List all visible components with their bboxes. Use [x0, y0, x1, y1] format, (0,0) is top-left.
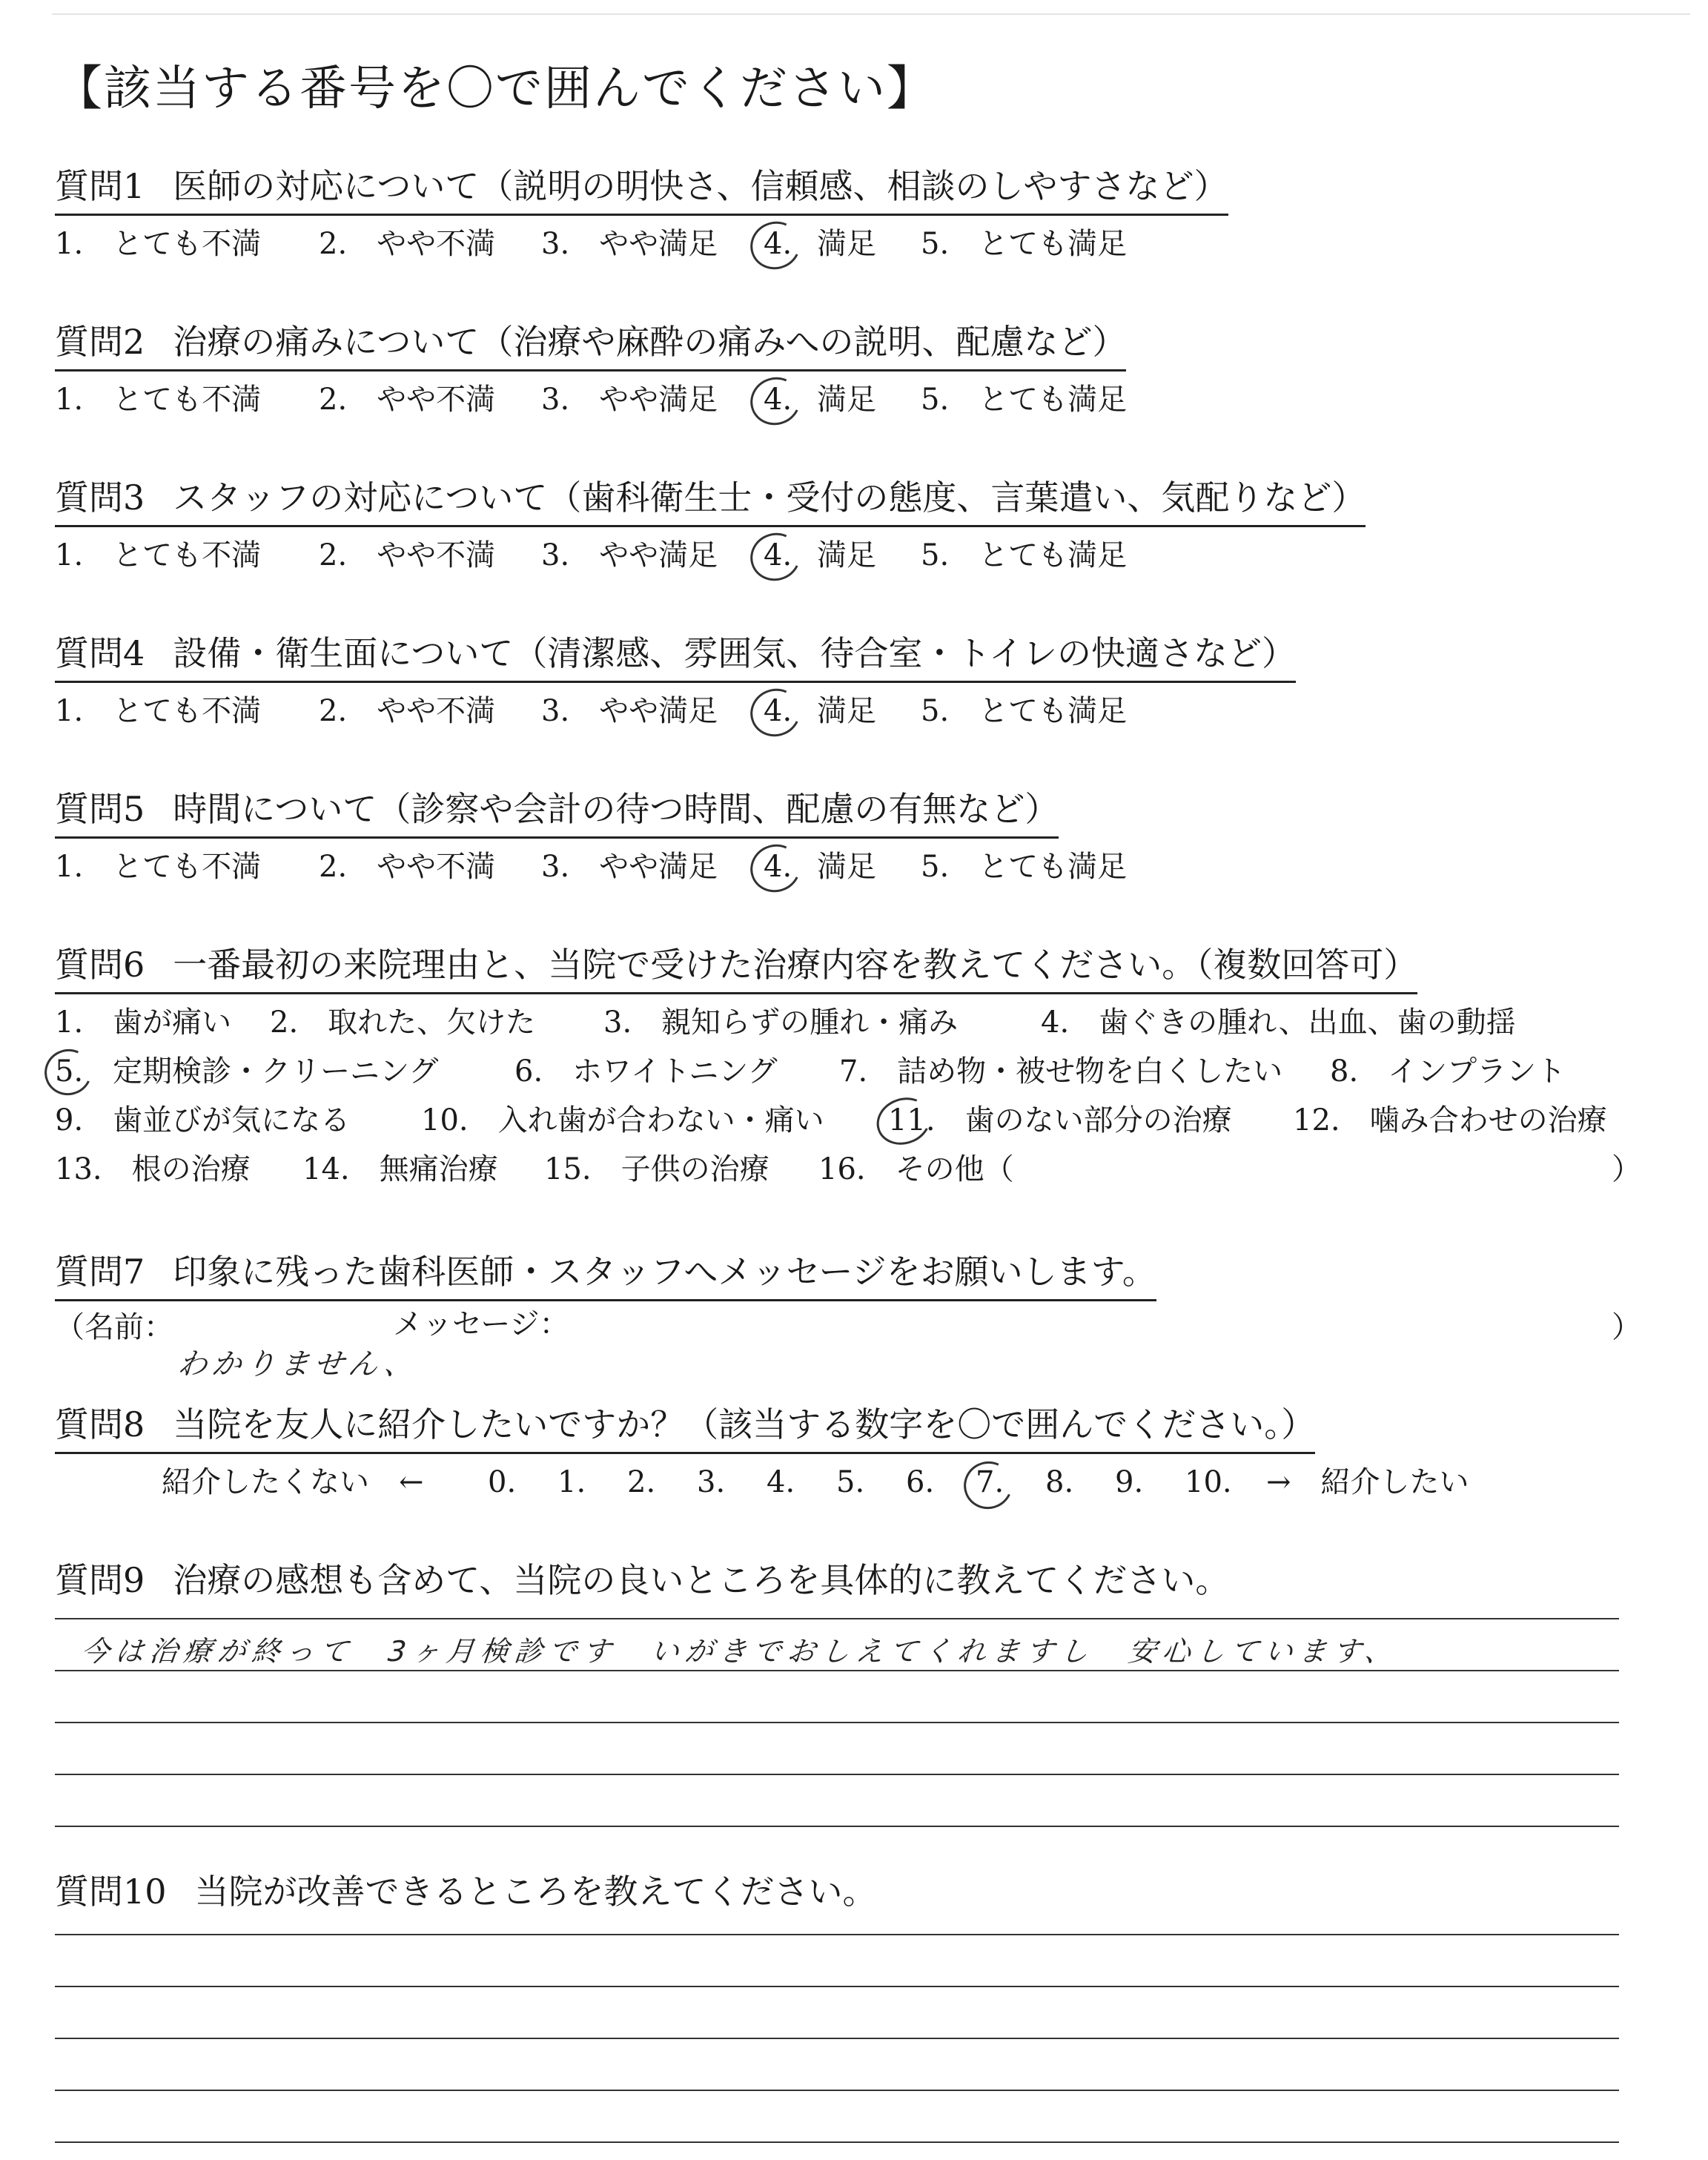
recommend-right-label: → 紹介したい [1266, 1465, 1469, 1499]
question-number: 質問5 [55, 789, 145, 829]
option-5[interactable]: 5. とても満足 [921, 850, 1128, 884]
close-paren: ） [1612, 1152, 1641, 1186]
question-text: 印象に残った歯科医師・スタッフへメッセージをお願いします。 [173, 1252, 1156, 1292]
option-1[interactable]: 1. とても不満 [55, 538, 262, 572]
close-paren: ） [1612, 1310, 1641, 1344]
question-heading [55, 1252, 1156, 1301]
selection-circle [870, 1090, 938, 1152]
question-text: 時間について（診察や会計の待つ時間、配慮の有無など） [173, 789, 1059, 829]
reason-option-15[interactable]: 15. 子供の治療 [544, 1152, 769, 1186]
satisfaction-scale [55, 849, 1128, 886]
selection-circle [744, 681, 807, 743]
option-3[interactable]: 3. やや満足 [541, 694, 718, 728]
question-text: 一番最初の来院理由と、当院で受けた治療内容を教えてください。（複数回答可） [173, 945, 1418, 985]
answer-line [55, 1670, 1619, 1671]
question-3 [55, 480, 1366, 575]
recommend-value-6[interactable]: 6. [906, 1465, 935, 1499]
question-heading [55, 1404, 1316, 1454]
option-3[interactable]: 3. やや満足 [541, 850, 718, 884]
answer-line [55, 1986, 1619, 1987]
question-8 [55, 1404, 1469, 1506]
answer-line [55, 1618, 1619, 1619]
option-4-label: 満足 [817, 538, 876, 572]
option-1[interactable]: 1. とても不満 [55, 227, 262, 261]
answer-line [55, 1774, 1619, 1775]
question-9 [55, 1560, 1230, 1608]
question-text: 治療の痛みについて（治療や麻酔の痛みへの説明、配慮など） [173, 322, 1127, 362]
reason-option-13[interactable]: 13. 根の治療 [55, 1152, 251, 1186]
question-number: 質問4 [55, 633, 145, 673]
question-heading [55, 633, 1297, 683]
question-7 [55, 1252, 1156, 1301]
option-2[interactable]: 2. やや不満 [319, 227, 496, 261]
question-number: 質問2 [55, 322, 145, 362]
reason-option-11[interactable]: 11. 歯のない部分の治療 [888, 1103, 1232, 1137]
answer-line [55, 2038, 1619, 2039]
selection-circle [744, 837, 807, 899]
option-1[interactable]: 1. とても不満 [55, 694, 262, 728]
options-row [55, 1002, 1516, 1051]
option-4-label: 満足 [817, 383, 876, 417]
question-text: 当院を友人に紹介したいですか？（該当する数字を〇で囲んでください。） [173, 1404, 1316, 1444]
option-3[interactable]: 3. やや満足 [541, 383, 718, 417]
recommend-value-8[interactable]: 8. [1045, 1465, 1074, 1499]
question-number: 質問6 [55, 945, 145, 985]
question-heading [55, 166, 1228, 216]
question-heading [55, 1872, 877, 1919]
recommend-value-5[interactable]: 5. [836, 1465, 865, 1499]
question-heading [55, 945, 1418, 994]
question-text: 当院が改善できるところを教えてください。 [194, 1872, 877, 1912]
options-row [55, 1100, 1607, 1149]
recommend-value-7[interactable]: 7. [976, 1465, 1004, 1499]
reason-option-1[interactable]: 1. 歯が痛い [55, 1005, 232, 1040]
message-label: メッセージ： [393, 1307, 569, 1341]
question-text: 設備・衛生面について（清潔感、雰囲気、待合室・トイレの快適さなど） [173, 633, 1297, 673]
selection-circle [744, 370, 807, 432]
reason-option-7[interactable]: 7. 詰め物・被せ物を白くしたい [839, 1054, 1283, 1089]
answer-line [55, 2141, 1619, 2143]
selection-circle [957, 1455, 1019, 1516]
question-number: 質問9 [55, 1560, 145, 1600]
handwritten-name-answer[interactable]: わかりません、 [176, 1347, 420, 1381]
option-1[interactable]: 1. とても不満 [55, 383, 262, 417]
satisfaction-scale [55, 382, 1126, 419]
question-text: 医師の対応について（説明の明快さ、信頼感、相談のしやすさなど） [173, 166, 1228, 206]
option-2[interactable]: 2. やや不満 [319, 538, 496, 572]
satisfaction-scale [55, 538, 1366, 575]
question-10 [55, 1872, 877, 1919]
options-row [55, 1051, 1566, 1100]
question-heading [55, 480, 1366, 527]
option-4-label: 満足 [817, 227, 876, 261]
option-4-label: 満足 [817, 850, 876, 884]
recommend-value-4[interactable]: 4. [767, 1465, 795, 1499]
recommend-value-10[interactable]: 10. [1185, 1465, 1232, 1499]
reason-option-6[interactable]: 6. ホワイトニング [514, 1054, 778, 1089]
question-heading [55, 789, 1059, 839]
option-2[interactable]: 2. やや不満 [319, 850, 496, 884]
reason-option-16[interactable]: 16. その他（ [818, 1152, 1014, 1186]
option-4[interactable]: 4. [764, 850, 792, 884]
options-row [55, 1149, 1641, 1198]
question-6 [55, 945, 1641, 1198]
selection-circle [744, 214, 807, 276]
reason-option-8[interactable]: 8. インプラント [1330, 1054, 1566, 1089]
selection-circle [744, 526, 807, 587]
recommend-value-1[interactable]: 1. [557, 1465, 586, 1499]
question-2 [55, 322, 1128, 419]
reason-option-12[interactable]: 12. 噛み合わせの治療 [1293, 1103, 1607, 1137]
question-number: 質問10 [55, 1872, 167, 1912]
option-2[interactable]: 2. やや不満 [319, 694, 496, 728]
option-5[interactable]: 5. とても満足 [921, 538, 1128, 572]
option-2[interactable]: 2. やや不満 [319, 383, 496, 417]
question-1 [55, 166, 1228, 263]
question-number: 質問1 [55, 166, 145, 206]
option-3[interactable]: 3. やや満足 [541, 227, 718, 261]
option-4[interactable]: 4. [764, 383, 792, 417]
name-label: （名前： [55, 1310, 173, 1344]
option-5[interactable]: 5. とても満足 [921, 227, 1128, 261]
scan-edge-line [52, 13, 1690, 15]
satisfaction-scale [55, 226, 1228, 263]
question-text: スタッフの対応について（歯科衛生士・受付の態度、言葉遣い、気配りなど） [173, 478, 1366, 518]
question-heading [55, 1560, 1230, 1608]
option-5[interactable]: 5. とても満足 [921, 694, 1128, 728]
satisfaction-scale [55, 693, 1296, 730]
question-4 [55, 633, 1297, 730]
question-text: 治療の感想も含めて、当院の良いところを具体的に教えてください。 [173, 1560, 1230, 1600]
question-number: 質問8 [55, 1404, 145, 1444]
recommend-value-9[interactable]: 9. [1115, 1465, 1144, 1499]
option-4[interactable]: 4. [764, 694, 792, 728]
reason-option-5[interactable]: 5. 定期検診・クリーニング [55, 1054, 439, 1089]
answer-line [55, 1722, 1619, 1723]
answer-line [55, 1934, 1619, 1935]
recommend-value-0[interactable]: 0. [488, 1465, 517, 1499]
recommend-scale [55, 1464, 1469, 1506]
option-1[interactable]: 1. とても不満 [55, 850, 262, 884]
option-4[interactable]: 4. [764, 538, 792, 572]
reason-option-10[interactable]: 10. 入れ歯が合わない・痛い [421, 1103, 824, 1137]
page-title: 【該当する番号を〇で囲んでください】 [55, 62, 936, 116]
option-4[interactable]: 4. [764, 227, 792, 261]
recommend-left-label: 紹介したくない ← [162, 1465, 424, 1499]
selection-circle [38, 1043, 98, 1102]
question-number: 質問7 [55, 1252, 145, 1292]
reason-option-3[interactable]: 3. 親知らずの腫れ・痛み [603, 1005, 959, 1040]
question-heading [55, 322, 1127, 371]
question-5 [55, 789, 1128, 886]
reason-option-14[interactable]: 14. 無痛治療 [302, 1152, 498, 1186]
recommend-value-3[interactable]: 3. [697, 1465, 726, 1499]
question-number: 質問3 [55, 478, 145, 518]
option-3[interactable]: 3. やや満足 [541, 538, 718, 572]
recommend-value-2[interactable]: 2. [627, 1465, 656, 1499]
option-5[interactable]: 5. とても満足 [921, 383, 1128, 417]
answer-line [55, 1826, 1619, 1827]
reason-option-9[interactable]: 9. 歯並びが気になる [55, 1103, 351, 1137]
reason-option-4[interactable]: 4. 歯ぐきの腫れ、出血、歯の動揺 [1041, 1005, 1516, 1040]
answer-line [55, 2090, 1619, 2091]
handwritten-good-points-answer[interactable]: 今は治療が終って 3ヶ月検診です いがきでおしえてくれますし 安心しています、 [79, 1635, 1401, 1668]
reason-option-2[interactable]: 2. 取れた、欠けた [270, 1005, 536, 1040]
option-4-label: 満足 [817, 694, 876, 728]
